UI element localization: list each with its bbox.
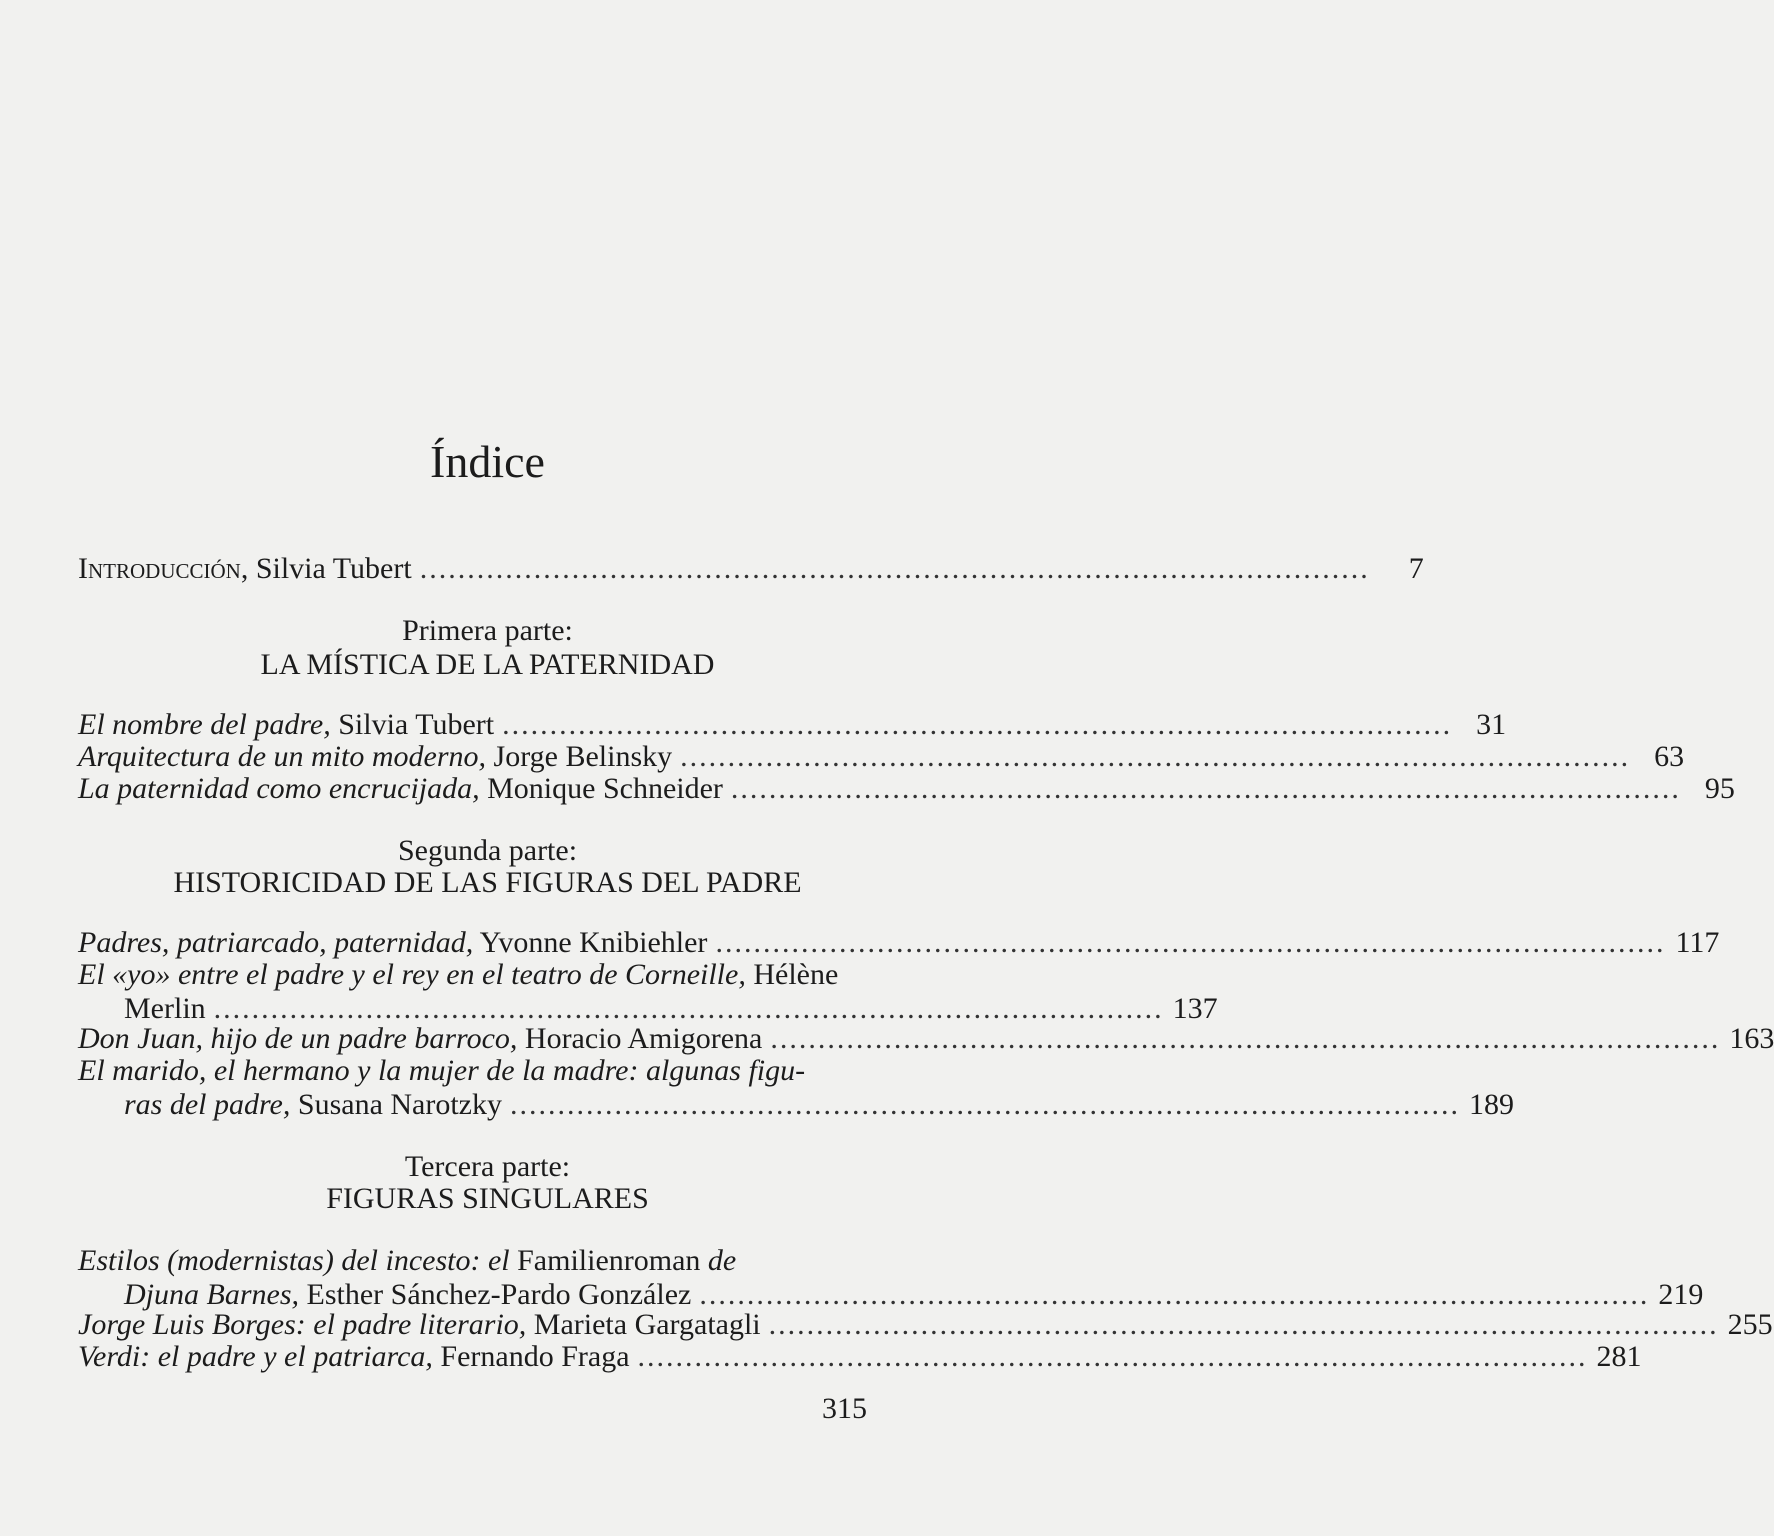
leader-dots: ....................................................................................................	[419, 552, 1370, 585]
entry-title: Verdi: el padre y el patriarca,	[78, 1340, 433, 1373]
toc-entry	[78, 1308, 1773, 1342]
entry-title: El nombre del padre,	[78, 708, 331, 741]
leader-dots: ....................................................................................................	[637, 1340, 1588, 1373]
entry-page-number: 255	[1727, 1308, 1773, 1341]
leader-dots: ....................................................................................................	[715, 926, 1666, 959]
entry-title-german-word: Familienroman	[517, 1244, 701, 1277]
entry-title-part2: de	[707, 1244, 737, 1277]
entry-page-number: 281	[1596, 1340, 1642, 1373]
entry-title-part2: ras del padre,	[124, 1088, 291, 1121]
entry-page-number: 63	[1654, 740, 1685, 773]
toc-entry	[78, 1022, 1774, 1056]
toc-entry	[78, 708, 1507, 742]
entry-page-number: 137	[1172, 992, 1218, 1025]
toc-entry	[78, 740, 1685, 774]
entry-page-number: 163	[1729, 1022, 1774, 1055]
entry-author-part1: Hélène	[753, 958, 839, 991]
leader-dots: ....................................................................................................	[502, 708, 1453, 741]
entry-title-part3: Djuna Barnes,	[124, 1278, 299, 1311]
entry-author: Silvia Tubert	[255, 552, 412, 585]
leader-dots: ....................................................................................................	[770, 1022, 1721, 1055]
entry-title: Jorge Luis Borges: el padre literario,	[78, 1308, 527, 1341]
leader-dots: ....................................................................................................	[213, 992, 1164, 1025]
page-title: Índice	[430, 436, 545, 487]
entry-title: Don Juan, hijo de un padre barroco,	[78, 1022, 518, 1055]
part-1-heading: Primera parte:	[402, 614, 573, 647]
entry-title-part1: Estilos (modernistas) del incesto: el	[78, 1244, 510, 1277]
entry-author: Monique Schneider	[487, 772, 723, 805]
part-1-name: LA MÍSTICA DE LA PATERNIDAD	[260, 648, 715, 681]
toc-entry	[78, 1054, 1515, 1122]
leader-dots: ....................................................................................................	[680, 740, 1631, 773]
entry-title-part1: El marido, el hermano y la mujer de la madre: algunas figu-	[78, 1054, 806, 1087]
entry-page-number: 95	[1704, 772, 1735, 805]
leader-dots: ....................................................................................................	[510, 1088, 1461, 1121]
entry-author: Jorge Belinsky	[493, 740, 673, 773]
toc-entry	[78, 958, 1218, 1026]
entry-author: Fernando Fraga	[440, 1340, 630, 1373]
entry-page-number: 219	[1658, 1278, 1704, 1311]
entry-author: Silvia Tubert	[338, 708, 495, 741]
entry-author: Marieta Gargatagli	[533, 1308, 761, 1341]
entry-title: Arquitectura de un mito moderno,	[78, 740, 487, 773]
toc-entry-introduccion	[78, 552, 1424, 586]
entry-author: Horacio Amigorena	[524, 1022, 763, 1055]
page-folio-number: 315	[822, 1392, 867, 1425]
leader-dots: ....................................................................................................	[768, 1308, 1719, 1341]
entry-page-number: 117	[1675, 926, 1720, 959]
toc-entry	[78, 1244, 1704, 1312]
entry-page-number: 31	[1476, 708, 1507, 741]
entry-page-number: 189	[1469, 1088, 1515, 1121]
entry-author-part2: Merlin	[124, 992, 206, 1025]
entry-author: Susana Narotzky	[297, 1088, 503, 1121]
leader-dots: ....................................................................................................	[699, 1278, 1650, 1311]
entry-title: El «yo» entre el padre y el rey en el teatro de Corneille,	[78, 958, 746, 991]
entry-author: Esther Sánchez-Pardo González	[306, 1278, 692, 1311]
leader-dots: ....................................................................................................	[730, 772, 1681, 805]
toc-entry	[78, 772, 1735, 806]
entry-title: La paternidad como encrucijada,	[78, 772, 480, 805]
entry-label: Introducción,	[78, 552, 249, 585]
part-3-name: FIGURAS SINGULARES	[326, 1182, 649, 1215]
part-3-heading: Tercera parte:	[404, 1150, 571, 1183]
toc-entry	[78, 1340, 1642, 1374]
toc-entry	[78, 926, 1720, 960]
part-2-heading: Segunda parte:	[397, 834, 578, 867]
entry-title: Padres, patriarcado, paternidad,	[78, 926, 474, 959]
entry-author: Yvonne Knibiehler	[479, 926, 708, 959]
entry-page-number: 7	[1408, 552, 1424, 585]
part-2-name: HISTORICIDAD DE LAS FIGURAS DEL PADRE	[173, 866, 802, 899]
